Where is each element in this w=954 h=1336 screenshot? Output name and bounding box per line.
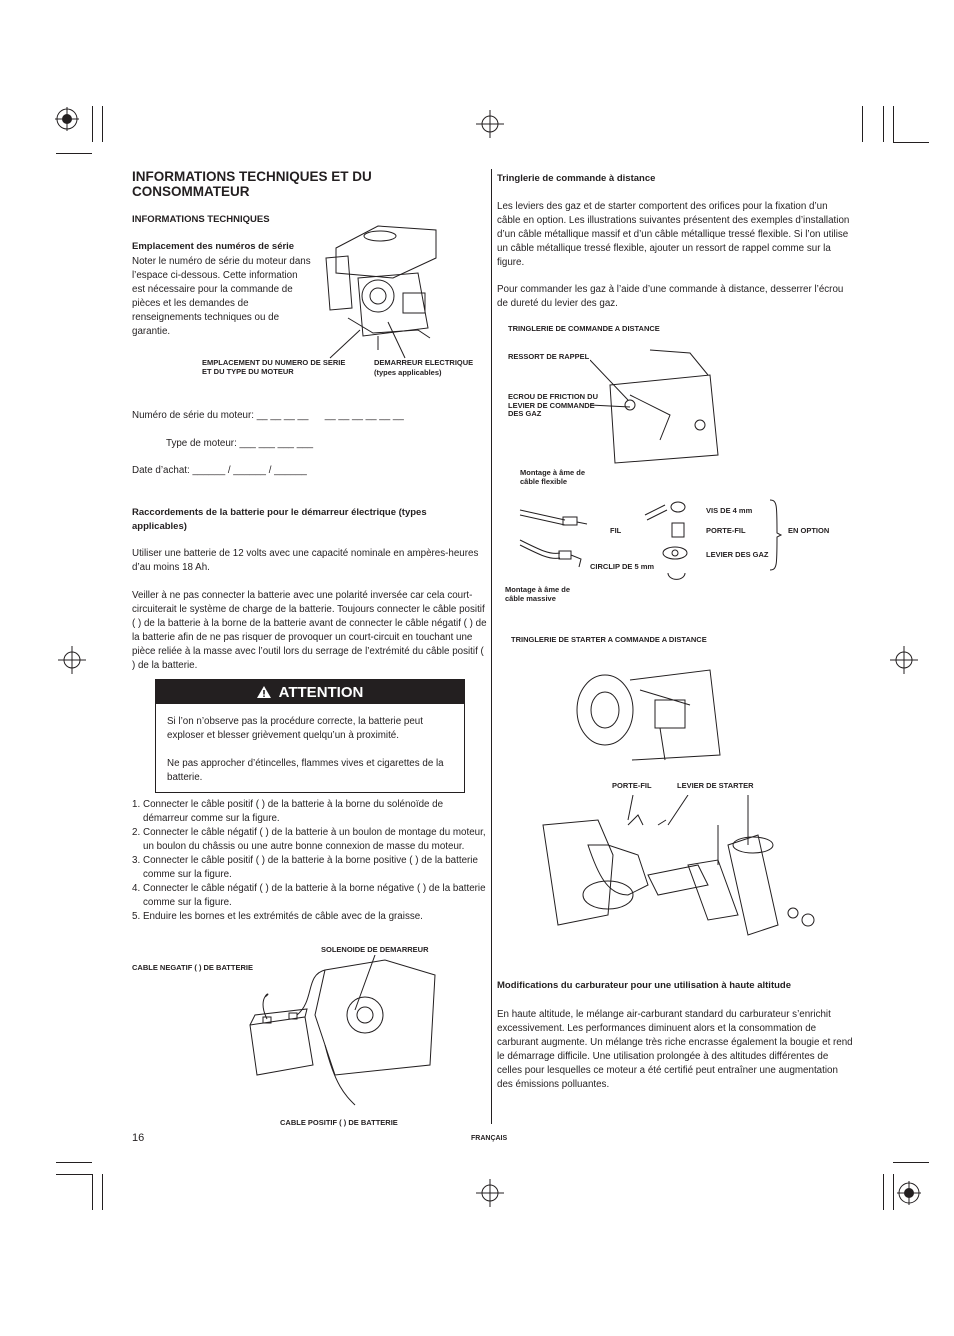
warning-text-1: Si l’on n’observe pas la procédure correcte, la batterie peut exploser et blesser grièvement quelqu’un à proximité. [167, 716, 423, 741]
page-number: 16 [132, 1132, 145, 1144]
choke-linkage-illustration-top [570, 660, 725, 772]
page-title: INFORMATIONS TECHNIQUES ET DU CONSOMMATEUR [132, 169, 372, 199]
fig1-screw-label: VIS DE 4 mm [706, 506, 753, 515]
battery-paragraph-2: Veiller à ne pas connecter la batterie avec une polarité inversée car cela court-circuiterait le système de charge de la batterie. Toujours connecter le câble positif ( ) de la batterie à la borne de la batterie avant de connecter le câble négatif ( ) de la batterie afin de ne pas risquer de provoquer un court-circuit en touchant une pièce reliée à la masse avec l’outil lors du serrage de l’extrémité du câble positif ( ) de la batterie. [132, 590, 487, 671]
warning-text-2: Ne pas approcher d’étincelles, flammes vives et cigarettes de la batterie. [167, 758, 444, 783]
fig1-lever-label: LEVIER DES GAZ [706, 550, 769, 559]
list-item: 1. Connecter le câble positif ( ) de la batterie à la borne du solénoïde de démarreur comme sur la figure. [132, 799, 444, 824]
caption-negative-cable: CABLE NEGATIF ( ) DE BATTERIE [132, 963, 253, 972]
serial-number-field: Numéro de série du moteur: __ __ __ __ __ __ __ __ __ __ [132, 410, 404, 421]
fig2-lever-label: LEVIER DE STARTER [677, 781, 754, 790]
battery-steps-list [132, 798, 487, 924]
fig1-solid-label: Montage à âme de câble massive [505, 585, 571, 603]
fig1-holder-label: PORTE-FIL [706, 526, 746, 535]
fig1-spring-label: RESSORT DE RAPPEL [508, 352, 590, 361]
altitude-paragraph: En haute altitude, le mélange air-carburant standard du carburateur s’enrichit excessivement. Les performances diminuent alors et la consommation de carburant augmente. Un mélange très riche encrasse également la bougie et rend le démarrage difficile. Une utilisation prolongée à des altitudes différentes de celles pour lesquelles ce moteur a été certifié peut entraîner une augmentation des émissions polluantes. [497, 1009, 853, 1090]
purchase-date-field: Date d’achat: ______ / ______ / ______ [132, 465, 307, 476]
engine-leader-lines [270, 300, 470, 360]
warning-header [156, 680, 464, 704]
battery-heading: Raccordements de la batterie pour le démarreur électrique (types applicables) [132, 507, 427, 532]
altitude-heading: Modifications du carburateur pour une utilisation à haute altitude [497, 980, 791, 991]
fig1-circlip-label: CIRCLIP DE 5 mm [590, 562, 655, 571]
warning-title: ATTENTION [278, 683, 364, 701]
serial-heading: Emplacement des numéros de série [132, 241, 295, 252]
column-divider [491, 169, 492, 1124]
remote-heading: Tringlerie de commande à distance [497, 173, 656, 184]
list-item: 2. Connecter le câble négatif ( ) de la batterie à un boulon de montage du moteur, un boulon du châssis ou une autre bonne connexion de masse du moteur. [132, 827, 486, 852]
list-item: 5. Enduire les bornes et les extrémités de câble avec de la graisse. [132, 911, 423, 922]
section-heading: INFORMATIONS TECHNIQUES [132, 214, 270, 225]
caption-solenoid: SOLENOIDE DE DEMARREUR [321, 945, 429, 954]
engine-type-field: Type de moteur: ___ ___ ___ ___ [166, 438, 314, 449]
remote-paragraph-1: Les leviers des gaz et de starter comportent des orifices pour la fixation d’un câble en option. Les illustrations suivantes présentent des exemples d’installation d’un câble métallique massif et d’un câble métallique tressé flexible. Si l’on utilise un câble métallique tressé flexible, ajouter un ressort de rappel comme sur la figure. [497, 201, 850, 268]
engine-caption-starter: DEMARREUR ELECTRIQUE [374, 358, 474, 367]
battery-illustration [245, 955, 445, 1115]
caption-positive-cable: CABLE POSITIF ( ) DE BATTERIE [280, 1118, 398, 1127]
serial-text: Noter le numéro de série du moteur dans l’espace ci-dessous. Cette information est nécessaire pour la commande de pièces et les demandes de renseignements techniques ou de garantie. [132, 256, 311, 337]
fig2-holder-label: PORTE-FIL [612, 781, 652, 790]
fig1-option-label: EN OPTION [788, 526, 830, 535]
choke-linkage-illustration-bottom [538, 795, 818, 945]
warning-triangle-icon [257, 686, 271, 698]
language-label: FRANÇAIS [471, 1135, 508, 1142]
engine-caption-serial: EMPLACEMENT DU NUMERO DE SERIE ET DU TYPE DU MOTEUR [202, 358, 346, 376]
fig1-title: TRINGLERIE DE COMMANDE A DISTANCE [508, 324, 660, 333]
fig2-title: TRINGLERIE DE STARTER A COMMANDE A DISTANCE [511, 635, 707, 644]
engine-caption-starter-sub: (types applicables) [374, 368, 442, 377]
remote-paragraph-2: Pour commander les gaz à l’aide d’une commande à distance, desserrer l’écrou de dureté du levier des gaz. [497, 284, 844, 309]
fig1-nut-label: ECROU DE FRICTION DU LEVIER DE COMMANDE DES GAZ [508, 392, 598, 418]
fig1-flex-label: Montage à âme de câble flexible [520, 468, 586, 486]
fig1-wire-label: FIL [610, 526, 622, 535]
battery-paragraph-1: Utiliser une batterie de 12 volts avec une capacité nominale en ampères-heures d’au moins 18 Ah. [132, 548, 479, 573]
list-item: 4. Connecter le câble négatif ( ) de la batterie à la borne négative ( ) de la batterie comme sur la figure. [132, 883, 486, 908]
warning-box [155, 679, 465, 793]
list-item: 3. Connecter le câble positif ( ) de la batterie à la borne positive ( ) de la batterie comme sur la figure. [132, 855, 478, 880]
throttle-linkage-illustration [590, 345, 730, 470]
